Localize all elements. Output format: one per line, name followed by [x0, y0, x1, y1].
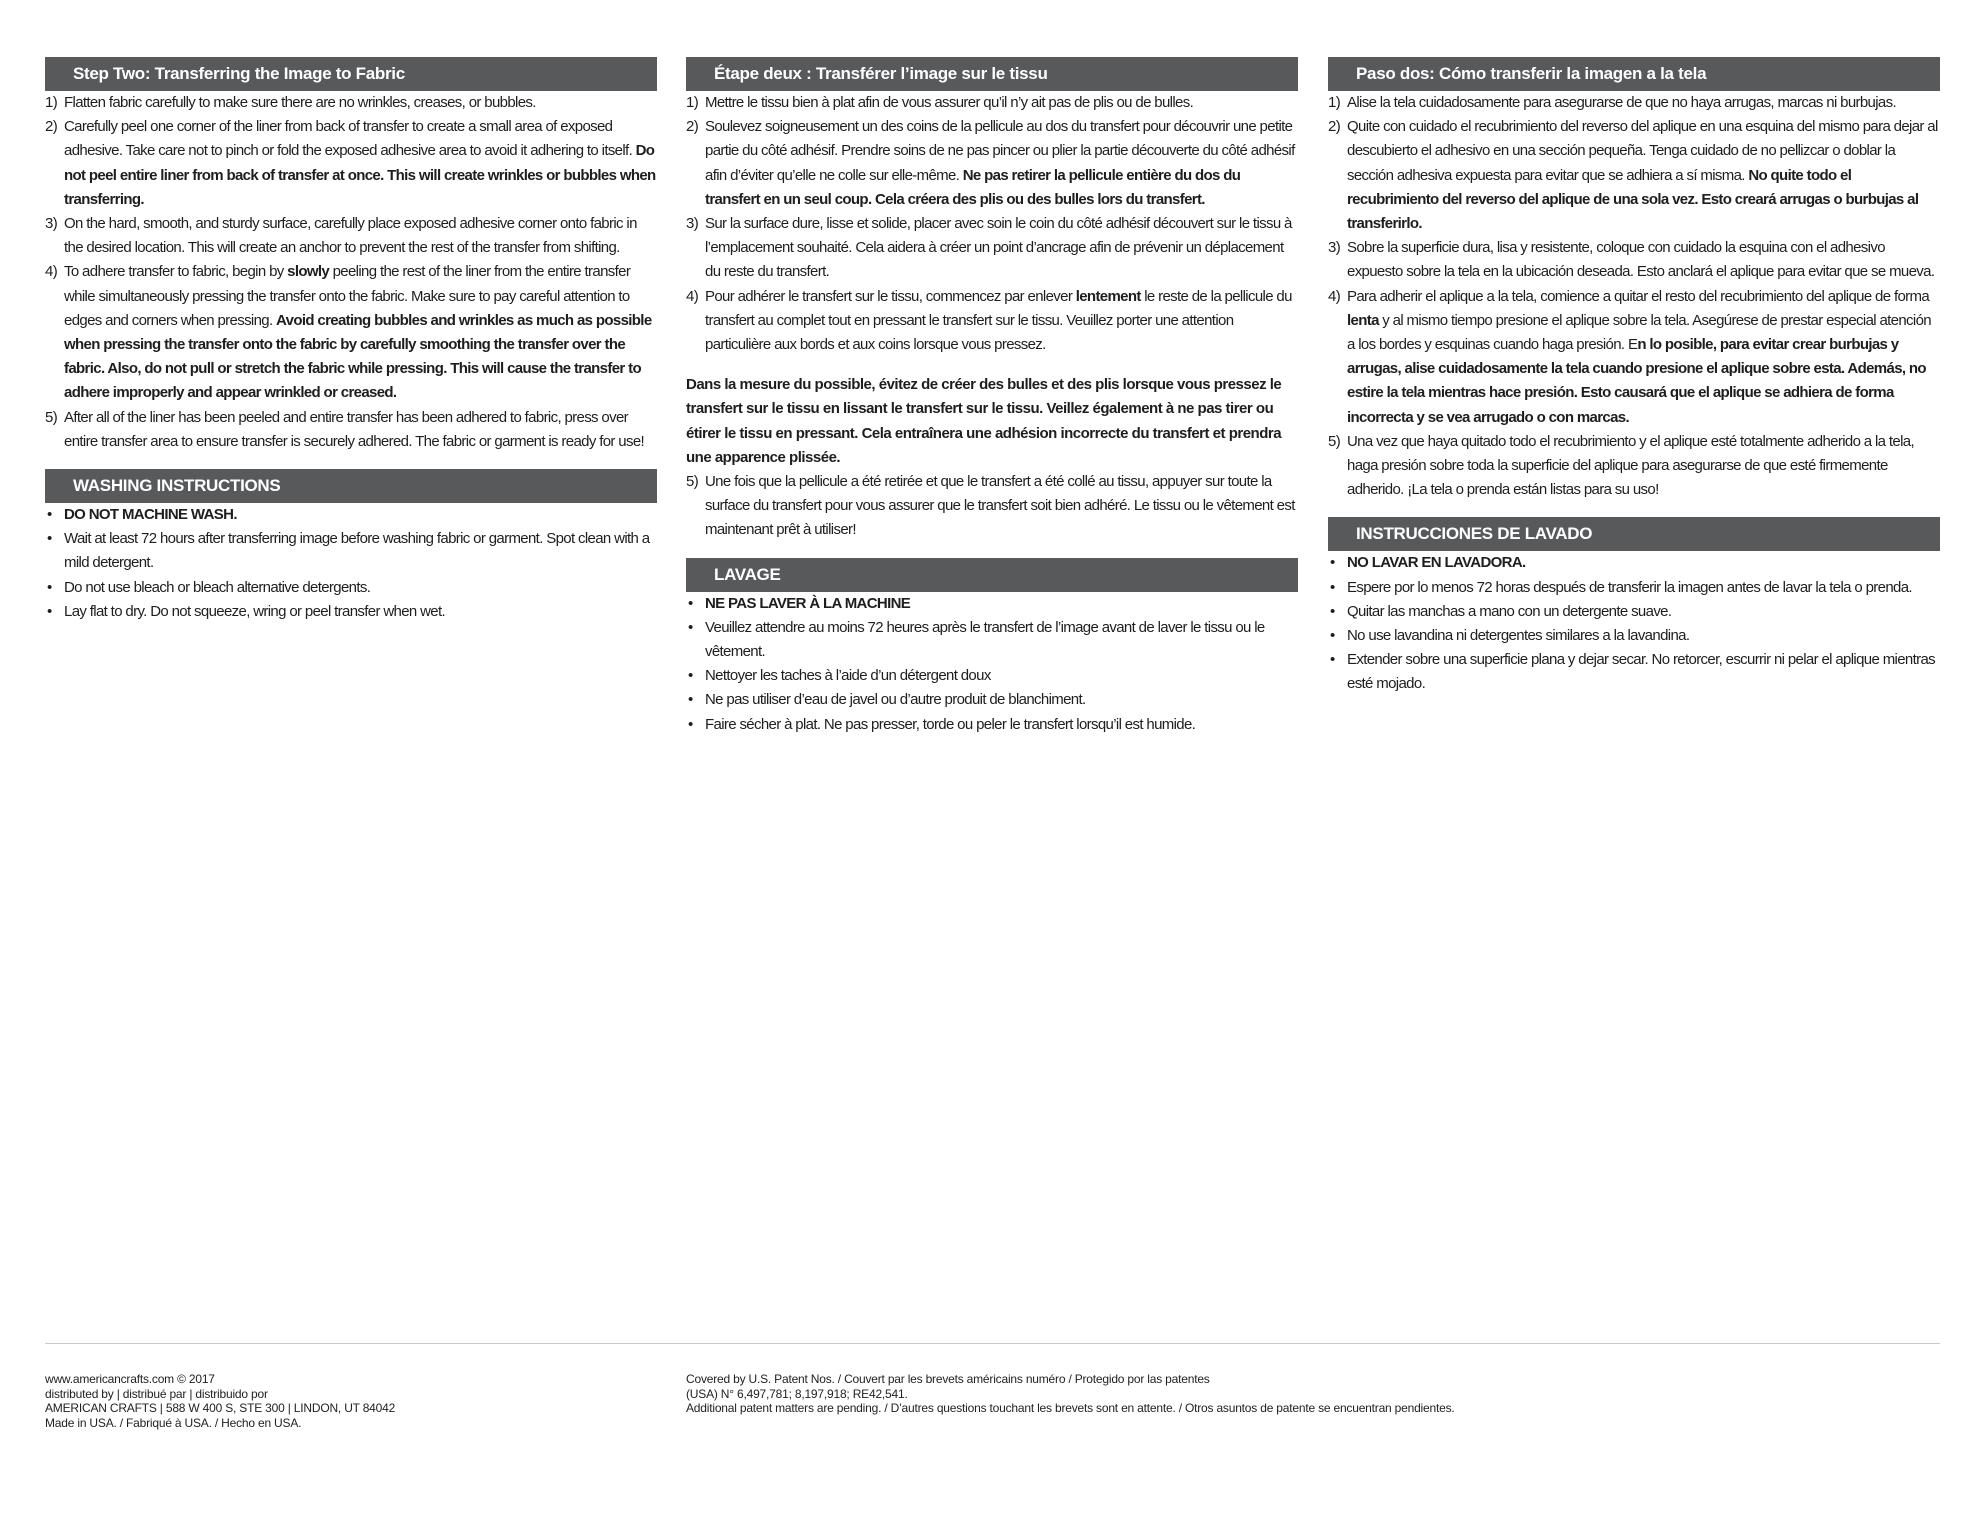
text: To adhere transfer to fabric, begin by — [64, 263, 288, 281]
step-number: 3) — [686, 215, 699, 233]
text: Une fois que la pellicule a été retirée et que le transfert a été collé au tissu, appuyer sur toute la surface du transfert pour vous assurer que le transfert soit bien adhéré. Le tissu ou le vêtement est maintenant prêt à utiliser! — [705, 473, 1295, 539]
text: Veuillez attendre au moins 72 heures après le transfert de l’image avant de laver le tissu ou le vêtement. — [705, 618, 1265, 661]
numbered-step — [45, 212, 657, 260]
spanish-step-list — [1328, 91, 1940, 502]
bullet-icon: • — [1330, 554, 1335, 572]
bullet-item — [686, 592, 1298, 616]
text: y al mismo tiempo presione el aplique sobre la tela. Asegúrese de prestar especial atención a los bordes y esquinas cuando haga presión. E — [1347, 311, 1931, 354]
text: Do not use bleach or bleach alternative detergents. — [64, 578, 371, 596]
french-washing-list — [686, 592, 1298, 737]
bullet-icon: • — [688, 618, 693, 636]
numbered-step — [45, 260, 657, 405]
numbered-step — [686, 285, 1298, 358]
english-washing-list — [45, 503, 657, 624]
bold-text: DO NOT MACHINE WASH. — [64, 506, 237, 524]
bullet-item — [45, 503, 657, 527]
bullet-icon: • — [47, 602, 52, 620]
bullet-icon: • — [1330, 627, 1335, 645]
bold-text: lenta — [1347, 311, 1379, 329]
bullet-item — [686, 616, 1298, 664]
step-number: 4) — [1328, 287, 1341, 305]
text: Nettoyer les taches à l’aide d’un détergent doux — [705, 667, 991, 685]
bold-text: Ne pas retirer la pellicule entière du dos du transfert en un seul coup. Cela créera des plis ou des bulles lors du transfert. — [705, 166, 1241, 208]
bold-text: Avoid creating bubbles and wrinkles as much as possible when pressing the transfer onto the fabric by carefully smoothing the transfer over the fabric. Also, do not pull or stretch the fabric while pressing. This will cause the transfer to adhere improperly and appear wrinkled or creased. — [64, 311, 652, 402]
bullet-item — [686, 713, 1298, 737]
english-washing-heading: WASHING INSTRUCTIONS — [45, 469, 657, 503]
text: Una vez que haya quitado todo el recubrimiento y el aplique esté totalmente adherido a la tela, haga presión sobre toda la superficie del aplique para asegurarse de que esté firmemente adherido. ¡La tela o prenda están listas para su uso! — [1347, 432, 1914, 499]
text: Quitar las manchas a mano con un detergente suave. — [1347, 602, 1672, 620]
text: Carefully peel one corner of the liner from back of transfer to create a small area of exposed adhesive. Take care not to pinch or fold the exposed adhesive area to avoid it adhering to itself. — [64, 118, 636, 160]
french-washing-heading: LAVAGE — [686, 558, 1298, 592]
bullet-item — [1328, 600, 1940, 624]
footer-divider — [45, 1343, 1940, 1344]
bullet-item — [45, 576, 657, 600]
step-number: 5) — [45, 408, 58, 426]
text: No use lavandina ni detergentes similares a la lavandina. — [1347, 627, 1690, 645]
bullet-icon: • — [1330, 651, 1335, 669]
bullet-item — [1328, 648, 1940, 696]
bullet-item — [686, 664, 1298, 688]
spanish-washing-heading: INSTRUCCIONES DE LAVADO — [1328, 517, 1940, 551]
footer-website-line: www.americancrafts.com © 2017 — [45, 1372, 215, 1386]
step-number: 4) — [45, 263, 58, 281]
bullet-icon: • — [1330, 578, 1335, 596]
footer-patent-line-1: Covered by U.S. Patent Nos. / Couvert par les brevets américains numéro / Protegido por las patentes — [686, 1372, 1210, 1386]
french-step-list — [686, 91, 1298, 357]
numbered-step — [45, 91, 657, 115]
bullet-item — [686, 688, 1298, 712]
step-number: 3) — [1328, 239, 1341, 257]
text: peeling the rest of the liner from the entire transfer while simultaneously pressing the transfer onto the fabric. Make sure to pay careful attention to edges and corners when pressing. — [64, 263, 631, 329]
step-number: 1) — [686, 94, 699, 111]
step-number: 3) — [45, 215, 58, 233]
spanish-washing-list — [1328, 551, 1940, 696]
numbered-step — [686, 212, 1298, 285]
numbered-step — [1328, 430, 1940, 503]
text: Lay flat to dry. Do not squeeze, wring or peel transfer when wet. — [64, 602, 446, 620]
french-step-list-continued — [686, 470, 1298, 543]
text: Ne pas utiliser d’eau de javel ou d’autre produit de blanchiment. — [705, 691, 1086, 709]
english-column — [45, 57, 657, 624]
step-number: 1) — [45, 94, 58, 111]
text: Alise la tela cuidadosamente para asegurarse de que no haya arrugas, marcas ni burbujas. — [1347, 94, 1896, 111]
numbered-step — [1328, 115, 1940, 236]
bullet-icon: • — [688, 594, 693, 612]
bold-text: NO LAVAR EN LAVADORA. — [1347, 554, 1526, 572]
spanish-step-two-heading: Paso dos: Cómo transferir la imagen a la tela — [1328, 57, 1940, 91]
step-number: 5) — [1328, 432, 1341, 450]
spanish-column — [1328, 57, 1940, 697]
step-number: 2) — [1328, 118, 1341, 136]
text: After all of the liner has been peeled and entire transfer has been adhered to fabric, press over entire transfer area to ensure transfer is securely adhered. The fabric or garment is ready for use! — [64, 408, 645, 450]
bullet-icon: • — [688, 691, 693, 709]
text: Para adherir el aplique a la tela, comience a quitar el resto del recubrimiento del aplique de forma — [1347, 287, 1930, 305]
french-step-two-heading: Étape deux : Transférer l’image sur le tissu — [686, 57, 1298, 91]
english-step-list — [45, 91, 657, 454]
step-number: 2) — [686, 118, 699, 136]
french-bold-note: Dans la mesure du possible, évitez de créer des bulles et des plis lorsque vous pressez le transfert sur le tissu en lissant le transfert sur le tissu. Veillez également à ne pas tirer ou étirer le tissu en pressant. Cela entraînera une adhésion incorrecte du transfert et prendra une apparence plissée. — [686, 376, 1282, 466]
bullet-item — [1328, 576, 1940, 600]
footer-patent-line-2: (USA) N° 6,497,781; 8,197,918; RE42,541. — [686, 1386, 908, 1401]
bullet-icon: • — [688, 667, 693, 685]
bullet-icon: • — [688, 715, 693, 733]
bold-text: lentement — [1075, 287, 1141, 305]
footer-address-line: AMERICAN CRAFTS | 588 W 400 S, STE 300 | LINDON, UT 84042 — [45, 1401, 396, 1415]
text: Soulevez soigneusement un des coins de la pellicule au dos du transfert pour découvrir une petite partie du côté adhésif. Prendre soins de ne pas pincer ou plier la partie découverte du côté adhésif afin d’éviter qu’elle ne colle sur elle-même. — [705, 118, 1295, 184]
bold-text: No quite todo el recubrimiento del reverso del aplique de una sola vez. Esto creará arrugas o burbujas al transferirlo. — [1347, 166, 1919, 233]
step-number: 1) — [1328, 94, 1341, 111]
text: Mettre le tissu bien à plat afin de vous assurer qu’il n’y ait pas de plis ou de bulles. — [705, 94, 1194, 111]
text: le reste de la pellicule du transfert au complet tout en pressant le transfert sur le tissu. Veuillez porter une attention particulière aux bords et aux coins lorsque vous pressez. — [705, 287, 1292, 354]
bullet-item — [1328, 624, 1940, 648]
bullet-icon: • — [47, 530, 52, 548]
numbered-step — [45, 406, 657, 454]
step-number: 5) — [686, 473, 699, 491]
bullet-icon: • — [47, 578, 52, 596]
english-step-two-heading: Step Two: Transferring the Image to Fabric — [45, 57, 657, 91]
text: Wait at least 72 hours after transferring image before washing fabric or garment. Spot clean with a mild detergent. — [64, 530, 650, 572]
text: Extender sobre una superficie plana y dejar secar. No retorcer, escurrir ni pelar el aplique mientras esté mojado. — [1347, 651, 1936, 693]
bold-text: slowly — [287, 263, 330, 281]
footer-patent-line-3: Additional patent matters are pending. / D’autres questions touchant les brevets sont en attente. / Otros asuntos de patente se encuentran pendientes. — [686, 1401, 1455, 1415]
numbered-step — [686, 91, 1298, 115]
text: Sobre la superficie dura, lisa y resistente, coloque con cuidado la esquina con el adhesivo expuesto sobre la tela en la ubicación deseada. Esto anclará el aplique para evitar que se mueva. — [1347, 239, 1935, 281]
bullet-icon: • — [47, 506, 52, 524]
step-number: 4) — [686, 287, 699, 305]
text: On the hard, smooth, and sturdy surface, carefully place exposed adhesive corner onto fabric in the desired location. This will create an anchor to prevent the rest of the transfer from shifting. — [64, 215, 637, 257]
numbered-step — [1328, 91, 1940, 115]
numbered-step — [1328, 285, 1940, 430]
numbered-step — [686, 470, 1298, 543]
bullet-icon: • — [1330, 602, 1335, 620]
numbered-step — [686, 115, 1298, 212]
numbered-step — [45, 115, 657, 212]
bold-text: n lo posible, para evitar crear burbujas y arrugas, alise cuidadosamente la tela cuando presione el aplique sobre esta. Además, no estire la tela mientras hace presión. Esto causará que el aplique se adhiera de forma incorrecta y se vea arrugado o con marcas. — [1347, 336, 1926, 426]
text: Flatten fabric carefully to make sure there are no wrinkles, creases, or bubbles. — [64, 94, 536, 111]
text: Faire sécher à plat. Ne pas presser, torde ou peler le transfert lorsqu’il est humide. — [705, 715, 1196, 733]
step-number: 2) — [45, 118, 58, 136]
footer-company-info — [45, 1372, 395, 1430]
french-column — [686, 57, 1298, 737]
bullet-item — [1328, 551, 1940, 575]
bullet-item — [45, 600, 657, 624]
text: Sur la surface dure, lisse et solide, placer avec soin le coin du côté adhésif découvert sur le tissu à l’emplacement souhaité. Cela aidera à créer un point d’ancrage afin de prévenir un déplacement du reste du transfert. — [705, 215, 1292, 281]
numbered-step — [1328, 236, 1940, 284]
footer-patent-info — [686, 1372, 1455, 1416]
footer-distributed-line: distributed by | distribué par | distribuido por — [45, 1386, 268, 1401]
bold-text: Do not peel entire liner from back of transfer at once. This will create wrinkles or bubbles when transferring. — [64, 142, 656, 208]
text: Espere por lo menos 72 horas después de transferir la imagen antes de lavar la tela o prenda. — [1347, 578, 1912, 596]
text: Pour adhérer le transfert sur le tissu, commencez par enlever — [705, 287, 1076, 305]
footer-made-in-line: Made in USA. / Fabriqué à USA. / Hecho en USA. — [45, 1415, 302, 1430]
bold-text: NE PAS LAVER À LA MACHINE — [705, 594, 911, 612]
bullet-item — [45, 527, 657, 575]
text: Quite con cuidado el recubrimiento del reverso del aplique en una esquina del mismo para dejar al descubierto el adhesivo en una sección pequeña. Tenga cuidado de no pellizcar o doblar la sección adhesiva expuesta para evitar que se adhiera a sí misma. — [1347, 118, 1938, 184]
